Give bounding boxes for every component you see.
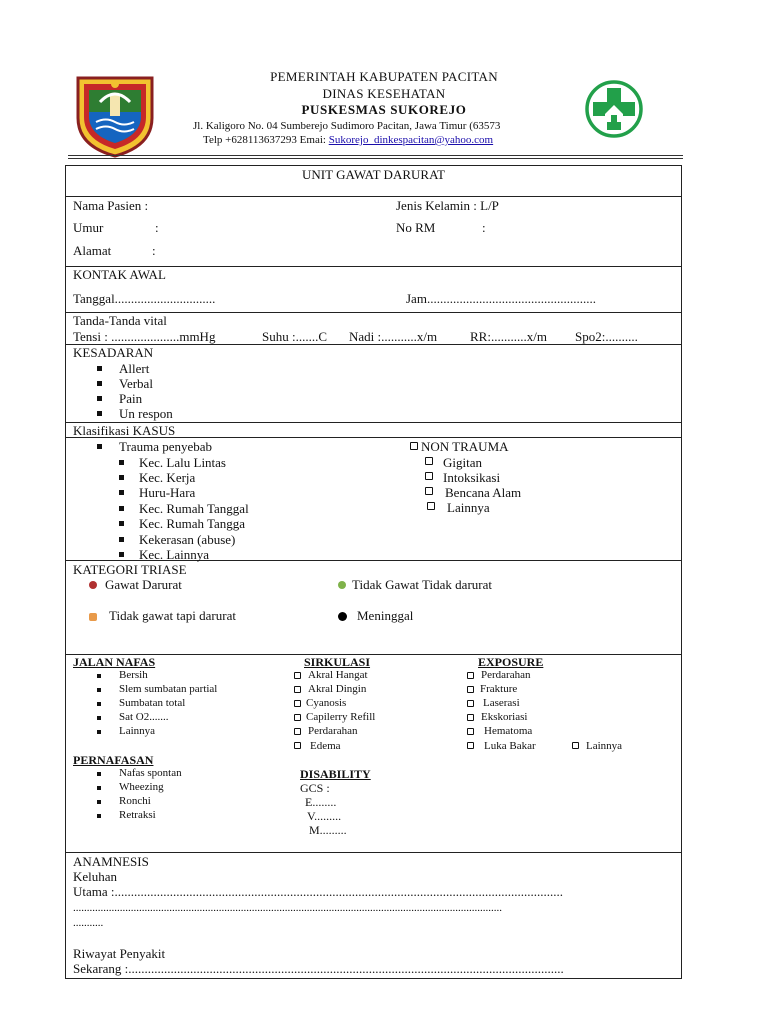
non-trauma-label: NON TRAUMA xyxy=(421,439,509,454)
triage-green-label: Tidak Gawat Tidak darurat xyxy=(352,577,492,592)
list-bullet xyxy=(97,800,101,804)
exposure-checkbox[interactable] xyxy=(467,672,474,679)
classification-heading: Klasifikasi KASUS xyxy=(73,423,176,438)
trauma-item[interactable]: Kec. Rumah Tangga xyxy=(139,516,246,531)
list-bullet xyxy=(97,674,101,678)
vitals-rr[interactable]: RR:...........x/m xyxy=(470,329,547,344)
list-bullet xyxy=(97,411,102,416)
non-trauma-checkbox[interactable] xyxy=(425,487,433,495)
exposure-item: Luka Bakar xyxy=(484,740,536,752)
non-trauma-checkbox[interactable] xyxy=(425,472,433,480)
non-trauma-item: Bencana Alam xyxy=(445,485,522,500)
list-bullet xyxy=(97,381,102,386)
list-bullet xyxy=(97,702,101,706)
list-bullet xyxy=(119,460,124,465)
exposure-heading: EXPOSURE xyxy=(478,655,544,669)
right-logo xyxy=(583,78,645,140)
airway-item[interactable]: Slem sumbatan partial xyxy=(119,683,218,695)
patient-rm-colon: : xyxy=(482,220,486,235)
list-bullet xyxy=(97,688,101,692)
non-trauma-item: Intoksikasi xyxy=(443,470,501,485)
anamnesis-dotted-line-short[interactable]: ........... xyxy=(73,917,104,929)
form-border-bottom xyxy=(65,978,682,979)
circulation-item: Akral Dingin xyxy=(308,683,367,695)
vitals-spo2[interactable]: Spo2:.......... xyxy=(575,329,638,344)
anamnesis-complaint-label: Keluhan xyxy=(73,869,118,884)
exposure-item: Hematoma xyxy=(484,725,533,737)
divider-primary-survey xyxy=(65,852,682,853)
green-cross-icon xyxy=(583,78,645,140)
triage-heading: KATEGORI TRIASE xyxy=(73,562,187,577)
vitals-nadi[interactable]: Nadi :...........x/m xyxy=(349,329,438,344)
list-bullet xyxy=(97,814,101,818)
non-trauma-checkbox[interactable] xyxy=(427,502,435,510)
form-border-left xyxy=(65,165,66,979)
breathing-item[interactable]: Wheezing xyxy=(119,781,164,793)
vitals-heading: Tanda-Tanda vital xyxy=(73,313,167,328)
patient-age-label: Umur xyxy=(73,220,104,235)
patient-rm-label: No RM xyxy=(396,220,436,235)
trauma-item[interactable]: Kec. Rumah Tanggal xyxy=(139,501,249,516)
list-bullet xyxy=(119,506,124,511)
list-bullet xyxy=(119,537,124,542)
header-line-3: PUSKESMAS SUKOREJO xyxy=(301,102,467,117)
header-email-link[interactable]: Sukorejo_dinkespacitan@yahoo.com xyxy=(328,134,494,146)
circulation-checkbox[interactable] xyxy=(294,742,301,749)
trauma-item[interactable]: Kec. Kerja xyxy=(139,470,196,485)
patient-address-colon: : xyxy=(152,243,156,258)
airway-item[interactable]: Sumbatan total xyxy=(119,697,186,709)
header-line-1: PEMERINTAH KABUPATEN PACITAN xyxy=(270,69,498,84)
exposure-checkbox[interactable] xyxy=(467,728,474,735)
non-trauma-checkbox[interactable] xyxy=(425,457,433,465)
list-bullet xyxy=(119,475,124,480)
header-line-2: DINAS KESEHATAN xyxy=(322,86,446,101)
circulation-checkbox[interactable] xyxy=(294,700,301,707)
patient-age-colon: : xyxy=(155,220,159,235)
circulation-item: Capilerry Refill xyxy=(306,711,376,723)
contact-date-field[interactable]: Tanggal............................... xyxy=(73,291,216,306)
trauma-label[interactable]: Trauma penyebab xyxy=(119,439,213,454)
circulation-checkbox[interactable] xyxy=(294,728,301,735)
exposure-checkbox[interactable] xyxy=(572,742,579,749)
list-bullet xyxy=(119,552,124,557)
list-bullet xyxy=(119,490,124,495)
disability-v[interactable]: V......... xyxy=(307,809,342,823)
exposure-item: Frakture xyxy=(480,683,518,695)
consciousness-item[interactable]: Allert xyxy=(119,361,150,376)
contact-time-field[interactable]: Jam.................................................... xyxy=(406,291,596,306)
exposure-item: Perdarahan xyxy=(481,669,531,681)
triage-black-dot[interactable] xyxy=(338,612,347,621)
breathing-item[interactable]: Retraksi xyxy=(119,809,156,821)
breathing-item[interactable]: Nafas spontan xyxy=(119,767,182,779)
triage-red-label: Gawat Darurat xyxy=(105,577,182,592)
triage-red-dot[interactable] xyxy=(89,581,97,589)
exposure-item: Ekskoriasi xyxy=(481,711,528,723)
exposure-checkbox[interactable] xyxy=(467,686,474,693)
header-rule-top xyxy=(68,155,683,156)
trauma-item[interactable]: Kec. Lainnya xyxy=(139,547,210,562)
triage-green-dot[interactable] xyxy=(338,581,346,589)
airway-item[interactable]: Sat O2....... xyxy=(119,711,169,723)
anamnesis-main-complaint[interactable]: Utama :.......................................................................................................................................... xyxy=(73,884,564,899)
consciousness-heading: KESADARAN xyxy=(73,345,154,360)
exposure-item: Laserasi xyxy=(483,697,520,709)
list-bullet xyxy=(97,730,101,734)
vitals-tensi[interactable]: Tensi : .....................mmHg xyxy=(73,329,216,344)
list-bullet xyxy=(97,772,101,776)
form-border-right xyxy=(681,165,682,979)
triage-black-label: Meninggal xyxy=(357,608,414,623)
form-border-top xyxy=(65,165,682,166)
triage-yellow-label: Tidak gawat tapi darurat xyxy=(109,608,236,623)
exposure-checkbox[interactable] xyxy=(467,742,474,749)
breathing-item[interactable]: Ronchi xyxy=(119,795,151,807)
header-rule-bottom xyxy=(68,158,683,159)
header-contact xyxy=(203,134,493,146)
circulation-checkbox[interactable] xyxy=(294,686,301,693)
divider-title xyxy=(65,196,682,197)
airway-item[interactable]: Bersih xyxy=(119,669,148,681)
circulation-item: Perdarahan xyxy=(308,725,358,737)
exposure-checkbox[interactable] xyxy=(467,700,474,707)
disability-e[interactable]: E........ xyxy=(305,795,337,809)
circulation-checkbox[interactable] xyxy=(294,672,301,679)
contact-heading: KONTAK AWAL xyxy=(73,267,166,282)
circulation-checkbox[interactable] xyxy=(294,714,301,721)
circulation-item: Akral Hangat xyxy=(308,669,368,681)
trauma-item[interactable]: Huru-Hara xyxy=(139,485,196,500)
exposure-checkbox[interactable] xyxy=(467,714,474,721)
divider-triage xyxy=(65,654,682,655)
header-address: Jl. Kaligoro No. 04 Sumberejo Sudimoro Pacitan, Jawa Timur (63573 xyxy=(193,120,501,132)
breathing-heading: PERNAFASAN xyxy=(73,753,154,767)
anamnesis-dotted-line[interactable]: ............................................................................................................................................................ xyxy=(73,902,502,914)
non-trauma-checkbox[interactable] xyxy=(410,442,418,450)
circulation-heading: SIRKULASI xyxy=(304,655,371,669)
consciousness-item[interactable]: Verbal xyxy=(119,376,153,391)
list-bullet xyxy=(97,396,102,401)
exposure-extra: Lainnya xyxy=(586,740,623,752)
circulation-item: Edema xyxy=(310,740,341,752)
non-trauma-item: Gigitan xyxy=(443,455,482,470)
disability-m[interactable]: M......... xyxy=(309,823,347,837)
form-title: UNIT GAWAT DARURAT xyxy=(302,167,445,182)
list-bullet xyxy=(97,444,102,449)
disability-heading: DISABILITY xyxy=(300,767,371,781)
patient-gender-label: Jenis Kelamin : L/P xyxy=(396,198,499,213)
trauma-item[interactable]: Kec. Lalu Lintas xyxy=(139,455,226,470)
history-current[interactable]: Sekarang :...................................................................................................................................... xyxy=(73,961,564,976)
consciousness-item[interactable]: Pain xyxy=(119,391,143,406)
triage-yellow-dot[interactable] xyxy=(89,613,97,621)
list-bullet xyxy=(119,521,124,526)
circulation-item: Cyanosis xyxy=(306,697,347,709)
header-phone: Telp +628113637293 Emai: xyxy=(203,134,329,146)
airway-item[interactable]: Lainnya xyxy=(119,725,156,737)
anamnesis-heading: ANAMNESIS xyxy=(73,854,149,869)
consciousness-item[interactable]: Un respon xyxy=(119,406,173,421)
trauma-item[interactable]: Kekerasan (abuse) xyxy=(139,532,236,547)
airway-heading: JALAN NAFAS xyxy=(73,655,156,669)
non-trauma-item: Lainnya xyxy=(447,500,490,515)
disability-gcs: GCS : xyxy=(300,781,330,795)
list-bullet xyxy=(97,716,101,720)
list-bullet xyxy=(97,366,102,371)
history-label: Riwayat Penyakit xyxy=(73,946,166,961)
vitals-suhu[interactable]: Suhu :.......C xyxy=(262,329,328,344)
patient-address-label: Alamat xyxy=(73,243,112,258)
list-bullet xyxy=(97,786,101,790)
patient-name-label: Nama Pasien : xyxy=(73,198,149,213)
